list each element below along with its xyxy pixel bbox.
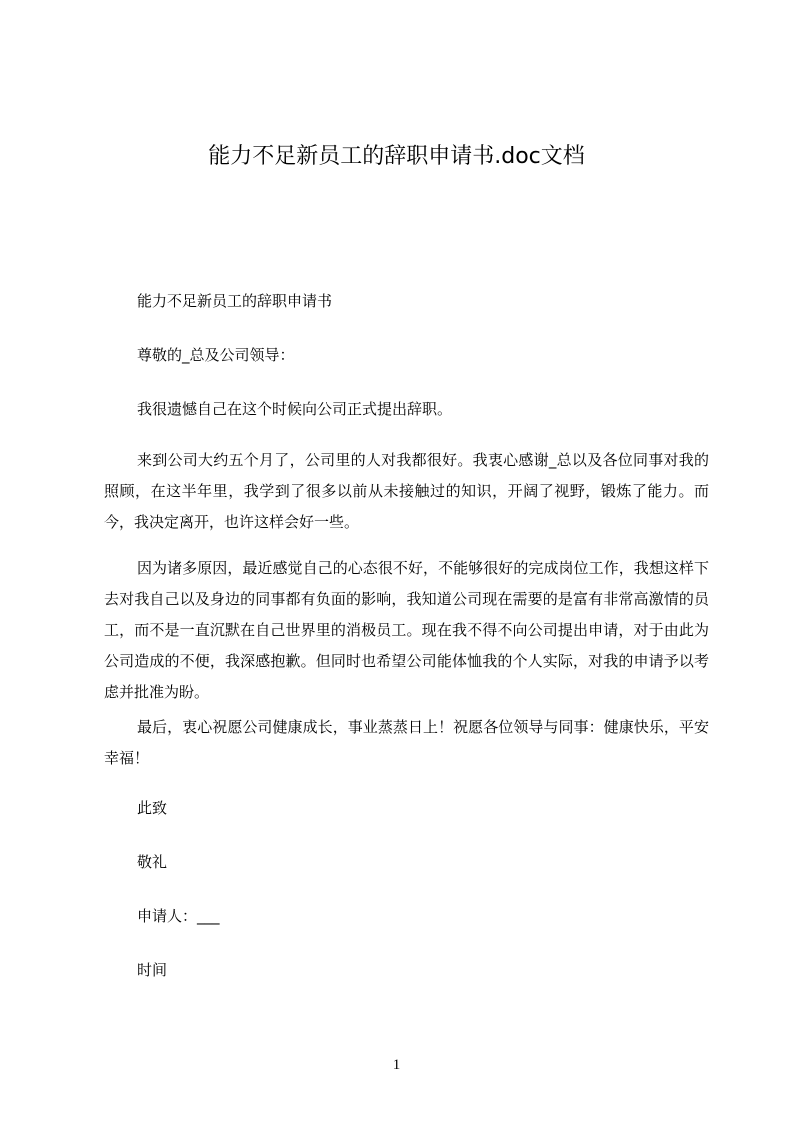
applicant-line: 申请人：___ xyxy=(137,907,220,925)
page-number: 1 xyxy=(392,1057,401,1073)
letter-heading: 能力不足新员工的辞职申请书 xyxy=(137,292,333,310)
paragraph-4: 最后，衷心祝愿公司健康成长，事业蒸蒸日上！祝愿各位领导与同事：健康快乐，平安幸福！ xyxy=(104,718,709,767)
paragraph-3: 因为诸多原因，最近感觉自己的心态很不好，不能够很好的完成岗位工作，我想这样下去对我自己以及身边的同事都有负面的影响，我知道公司现在需要的是富有非常高激情的员工，而不是一直沉默在自己世界里的消极员工。现在我不得不向公司提出申请，对于由此为公司造成的不便，我深感抱歉。但同时也希望公司能体恤我的个人实际，对我的申请予以考虑并批准为盼。 xyxy=(104,559,709,701)
closing-line-2: 敬礼 xyxy=(137,853,168,871)
closing-line-1: 此致 xyxy=(137,799,168,817)
time-line: 时间 xyxy=(137,961,168,979)
paragraph-2: 来到公司大约五个月了，公司里的人对我都很好。我衷心感谢_总以及各位同事对我的照顾，在这半年里，我学到了很多以前从未接触过的知识，开阔了视野，锻炼了能力。而今，我决定离开，也许这样会好一些。 xyxy=(104,451,709,531)
document-title: 能力不足新员工的辞职申请书.doc文档 xyxy=(208,144,585,169)
paragraph-1: 我很遗憾自己在这个时候向公司正式提出辞职。 xyxy=(137,400,453,418)
salutation: 尊敬的_总及公司领导： xyxy=(137,346,295,364)
